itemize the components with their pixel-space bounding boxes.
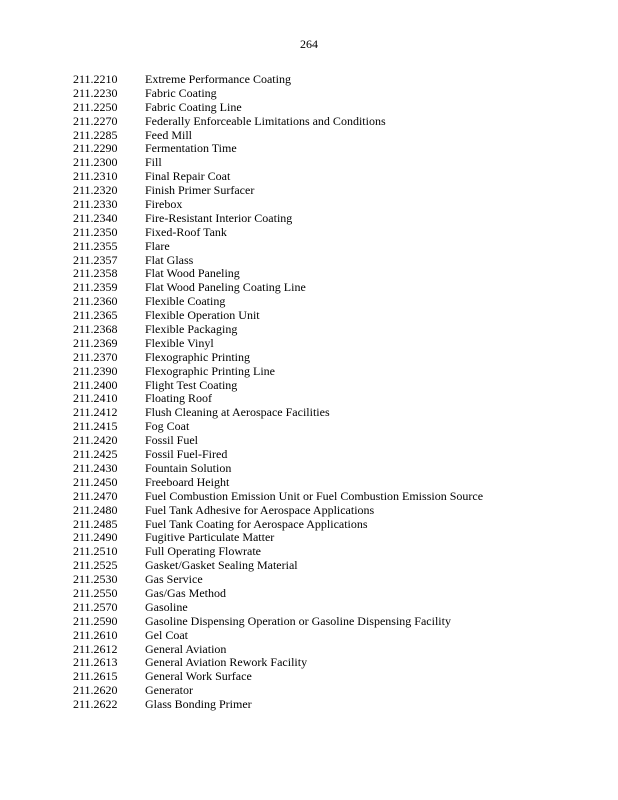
defined-term: Flat Glass: [145, 252, 194, 267]
section-number: 211.2290: [73, 141, 118, 156]
defined-term: General Aviation Rework Facility: [145, 655, 308, 670]
list-item: [73, 184, 483, 198]
section-number: 211.2420: [73, 433, 118, 448]
list-item: [73, 309, 483, 323]
list-item: [73, 295, 483, 309]
section-number: 211.2357: [73, 252, 118, 267]
defined-term: Freeboard Height: [145, 474, 230, 489]
defined-term: Fossil Fuel-Fired: [145, 447, 228, 462]
section-number: 211.2570: [73, 599, 118, 614]
list-item: [73, 434, 483, 448]
section-number: 211.2430: [73, 460, 118, 475]
list-item: [73, 643, 483, 657]
list-item: [73, 129, 483, 143]
section-number: 211.2400: [73, 377, 118, 392]
definitions-list: [73, 73, 483, 712]
section-number: 211.2310: [73, 169, 118, 184]
list-item: [73, 101, 483, 115]
section-number: 211.2355: [73, 238, 118, 253]
defined-term: Gas/Gas Method: [145, 585, 226, 600]
defined-term: Fabric Coating Line: [145, 99, 242, 114]
defined-term: Fire-Resistant Interior Coating: [145, 210, 293, 225]
section-number: 211.2340: [73, 210, 118, 225]
defined-term: Feed Mill: [145, 127, 192, 142]
section-number: 211.2615: [73, 669, 118, 684]
list-item: [73, 462, 483, 476]
list-item: [73, 670, 483, 684]
defined-term: Fuel Combustion Emission Unit or Fuel Combustion Emission Source: [145, 488, 484, 503]
section-number: 211.2410: [73, 391, 118, 406]
list-item: [73, 684, 483, 698]
defined-term: General Aviation: [145, 641, 227, 656]
defined-term: Gasoline Dispensing Operation or Gasoline Dispensing Facility: [145, 613, 451, 628]
section-number: 211.2330: [73, 197, 118, 212]
section-number: 211.2590: [73, 613, 118, 628]
list-item: [73, 615, 483, 629]
list-item: [73, 170, 483, 184]
section-number: 211.2358: [73, 266, 118, 281]
section-number: 211.2525: [73, 558, 118, 573]
defined-term: Flat Wood Paneling Coating Line: [145, 280, 306, 295]
defined-term: Gel Coat: [145, 627, 188, 642]
defined-term: Flight Test Coating: [145, 377, 238, 392]
section-number: 211.2369: [73, 335, 118, 350]
list-item: [73, 240, 483, 254]
section-number: 211.2550: [73, 585, 118, 600]
list-item: [73, 226, 483, 240]
list-item: [73, 573, 483, 587]
defined-term: Glass Bonding Primer: [145, 697, 252, 712]
section-number: 211.2270: [73, 113, 118, 128]
defined-term: Flat Wood Paneling: [145, 266, 240, 281]
defined-term: Fill: [145, 155, 162, 170]
defined-term: Fabric Coating: [145, 85, 217, 100]
defined-term: Gas Service: [145, 572, 203, 587]
section-number: 211.2530: [73, 572, 118, 587]
defined-term: Extreme Performance Coating: [145, 72, 291, 86]
defined-term: Fuel Tank Coating for Aerospace Applications: [145, 516, 368, 531]
list-item: [73, 73, 483, 87]
section-number: 211.2300: [73, 155, 118, 170]
defined-term: Fountain Solution: [145, 460, 232, 475]
defined-term: Fossil Fuel: [145, 433, 199, 448]
section-number: 211.2250: [73, 99, 118, 114]
list-item: [73, 365, 483, 379]
defined-term: Fixed-Roof Tank: [145, 224, 227, 239]
list-item: [73, 476, 483, 490]
defined-term: Flexographic Printing: [145, 349, 250, 364]
section-number: 211.2470: [73, 488, 118, 503]
list-item: [73, 351, 483, 365]
list-item: [73, 587, 483, 601]
list-item: [73, 448, 483, 462]
list-item: [73, 156, 483, 170]
section-number: 211.2613: [73, 655, 118, 670]
section-number: 211.2285: [73, 127, 118, 142]
list-item: [73, 337, 483, 351]
list-item: [73, 601, 483, 615]
section-number: 211.2622: [73, 697, 118, 712]
section-number: 211.2370: [73, 349, 118, 364]
defined-term: Flexible Vinyl: [145, 335, 214, 350]
list-item: [73, 490, 483, 504]
section-number: 211.2412: [73, 405, 118, 420]
list-item: [73, 420, 483, 434]
defined-term: Generator: [145, 683, 193, 698]
section-number: 211.2230: [73, 85, 118, 100]
list-item: [73, 198, 483, 212]
list-item: [73, 87, 483, 101]
defined-term: Federally Enforceable Limitations and Conditions: [145, 113, 386, 128]
list-item: [73, 254, 483, 268]
defined-term: Final Repair Coat: [145, 169, 231, 184]
list-item: [73, 115, 483, 129]
section-number: 211.2320: [73, 183, 118, 198]
defined-term: Firebox: [145, 197, 183, 212]
section-number: 211.2359: [73, 280, 118, 295]
defined-term: Flexographic Printing Line: [145, 363, 275, 378]
list-item: [73, 518, 483, 532]
list-item: [73, 392, 483, 406]
defined-term: Flush Cleaning at Aerospace Facilities: [145, 405, 330, 420]
section-number: 211.2490: [73, 530, 118, 545]
section-number: 211.2365: [73, 308, 118, 323]
list-item: [73, 656, 483, 670]
defined-term: Fuel Tank Adhesive for Aerospace Applications: [145, 502, 375, 517]
section-number: 211.2485: [73, 516, 118, 531]
defined-term: Finish Primer Surfacer: [145, 183, 255, 198]
list-item: [73, 142, 483, 156]
list-item: [73, 531, 483, 545]
list-item: [73, 212, 483, 226]
section-number: 211.2360: [73, 294, 118, 309]
list-item: [73, 379, 483, 393]
defined-term: Gasoline: [145, 599, 188, 614]
defined-term: Fog Coat: [145, 419, 190, 434]
list-item: [73, 406, 483, 420]
list-item: [73, 267, 483, 281]
section-number: 211.2415: [73, 419, 118, 434]
section-number: 211.2210: [73, 72, 118, 86]
section-number: 211.2350: [73, 224, 118, 239]
section-number: 211.2450: [73, 474, 118, 489]
defined-term: Fugitive Particulate Matter: [145, 530, 275, 545]
list-item: [73, 281, 483, 295]
defined-term: General Work Surface: [145, 669, 252, 684]
defined-term: Flare: [145, 238, 170, 253]
defined-term: Full Operating Flowrate: [145, 544, 261, 559]
section-number: 211.2480: [73, 502, 118, 517]
defined-term: Flexible Operation Unit: [145, 308, 260, 323]
defined-term: Flexible Coating: [145, 294, 226, 309]
list-item: [73, 323, 483, 337]
section-number: 211.2510: [73, 544, 118, 559]
section-number: 211.2368: [73, 322, 118, 337]
defined-term: Fermentation Time: [145, 141, 237, 156]
list-item: [73, 545, 483, 559]
list-item: [73, 504, 483, 518]
defined-term: Floating Roof: [145, 391, 213, 406]
section-number: 211.2610: [73, 627, 118, 642]
defined-term: Gasket/Gasket Sealing Material: [145, 558, 298, 573]
section-number: 211.2612: [73, 641, 118, 656]
list-item: [73, 559, 483, 573]
section-number: 211.2390: [73, 363, 118, 378]
list-item: [73, 698, 483, 712]
section-number: 211.2620: [73, 683, 118, 698]
section-number: 211.2425: [73, 447, 118, 462]
list-item: [73, 629, 483, 643]
defined-term: Flexible Packaging: [145, 322, 238, 337]
page-number: 264: [300, 37, 318, 51]
